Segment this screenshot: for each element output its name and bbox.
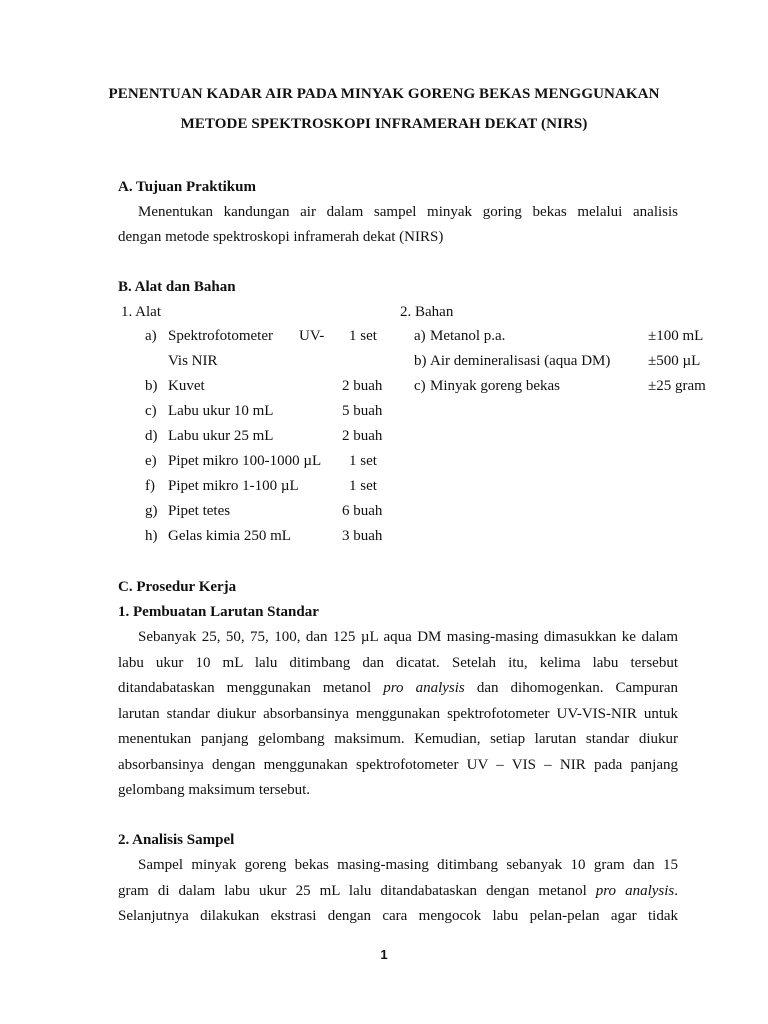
bahan-name: Air demineralisasi (aqua DM)	[430, 353, 611, 369]
section-b-heading: B. Alat dan Bahan	[118, 279, 236, 295]
c2-period: .	[674, 883, 678, 899]
bahan-heading: 2. Bahan	[400, 304, 454, 320]
c2-line-2-a: gram di dalam labu ukur 25 mL lalu ditandabataskan dengan metanol	[118, 883, 587, 899]
c1-line-3-b: dan dihomogenkan. Campuran	[476, 680, 678, 696]
alat-qty: 6 buah	[342, 503, 383, 519]
bahan-qty: ±500 µL	[648, 353, 701, 369]
alat-name: Pipet tetes	[168, 503, 231, 519]
c2-pro-analysis: pro analysis	[595, 883, 675, 899]
c2-line-2	[118, 883, 678, 903]
alat-qty: 2 buah	[342, 428, 383, 444]
c1-line-3	[118, 680, 678, 700]
c1-line-7: gelombang maksimum tersebut.	[118, 782, 311, 798]
section-c-heading: C. Prosedur Kerja	[118, 579, 237, 595]
c1-line-6: absorbansinya dengan menggunakan spektrofotometer UV – VIS – NIR pada panjang	[118, 757, 678, 773]
c2-line-2-b	[596, 883, 678, 899]
alat-name: Vis NIR	[168, 353, 218, 369]
alat-name: Kuvet	[168, 378, 205, 394]
bahan-qty: ±25 gram	[648, 378, 706, 394]
alat-name: Gelas kimia 250 mL	[168, 528, 291, 544]
alat-letter: h)	[145, 528, 158, 544]
alat-name: Labu ukur 25 mL	[168, 428, 274, 444]
alat-letter: a)	[145, 328, 157, 344]
alat-name: Spektrofotometer	[168, 328, 273, 344]
section-a-line-2: dengan metode spektroskopi inframerah dekat (NIRS)	[118, 229, 444, 245]
alat-qty: 1 set	[349, 478, 377, 494]
alat-letter: f)	[145, 478, 155, 494]
c2-line-1: Sampel minyak goreng bekas masing-masing ditimbang sebanyak 10 gram dan 15	[138, 857, 678, 873]
alat-letter: d)	[145, 428, 158, 444]
alat-letter: e)	[145, 453, 157, 469]
bahan-name: Metanol p.a.	[430, 328, 506, 344]
c1-line-2: labu ukur 10 mL lalu ditimbang dan dicatat. Setelah itu, kelima labu tersebut	[118, 655, 678, 671]
section-c2-heading: 2. Analisis Sampel	[118, 832, 235, 848]
alat-letter: c)	[145, 403, 157, 419]
alat-qty: 5 buah	[342, 403, 383, 419]
alat-qty: 1 set	[349, 453, 377, 469]
alat-heading: 1. Alat	[121, 304, 161, 320]
section-c1-heading: 1. Pembuatan Larutan Standar	[118, 604, 319, 620]
bahan-qty: ±100 mL	[648, 328, 704, 344]
bahan-letter: a)	[414, 328, 426, 344]
page-number: 1	[380, 947, 388, 962]
section-a-line-1: Menentukan kandungan air dalam sampel minyak goring bekas melalui analisis	[138, 204, 678, 220]
c2-line-3: Selanjutnya dilakukan ekstrasi dengan cara mengocok labu pelan-pelan agar tidak	[118, 908, 678, 924]
alat-name: Pipet mikro 100-1000 µL	[168, 453, 322, 469]
c1-line-3-a: ditandabataskan menggunakan metanol	[118, 680, 372, 696]
alat-qty: 1 set	[349, 328, 377, 344]
bahan-letter: b)	[414, 353, 427, 369]
alat-letter: g)	[145, 503, 158, 519]
alat-letter: b)	[145, 378, 158, 394]
alat-qty: 3 buah	[342, 528, 383, 544]
alat-name: Labu ukur 10 mL	[168, 403, 274, 419]
bahan-letter: c)	[414, 378, 426, 394]
c1-line-5: menentukan panjang gelombang maksimum. Kemudian, setiap larutan standar diukur	[118, 731, 678, 747]
section-a-heading: A. Tujuan Praktikum	[118, 179, 256, 195]
alat-name: Pipet mikro 1-100 µL	[168, 478, 299, 494]
c1-pro-analysis: pro analysis	[383, 680, 465, 696]
c1-line-1: Sebanyak 25, 50, 75, 100, dan 125 µL aqua DM masing-masing dimasukkan ke dalam	[138, 629, 678, 645]
document-title-line-1: PENENTUAN KADAR AIR PADA MINYAK GORENG BEKAS MENGGUNAKAN	[108, 86, 660, 102]
document-title-line-2: METODE SPEKTROSKOPI INFRAMERAH DEKAT (NIRS)	[180, 116, 588, 132]
c1-line-4: larutan standar diukur absorbansinya menggunakan spektrofotometer UV-VIS-NIR untuk	[118, 706, 678, 722]
alat-name-extra: UV-	[299, 328, 325, 344]
alat-qty: 2 buah	[342, 378, 383, 394]
bahan-name: Minyak goreng bekas	[430, 378, 560, 394]
